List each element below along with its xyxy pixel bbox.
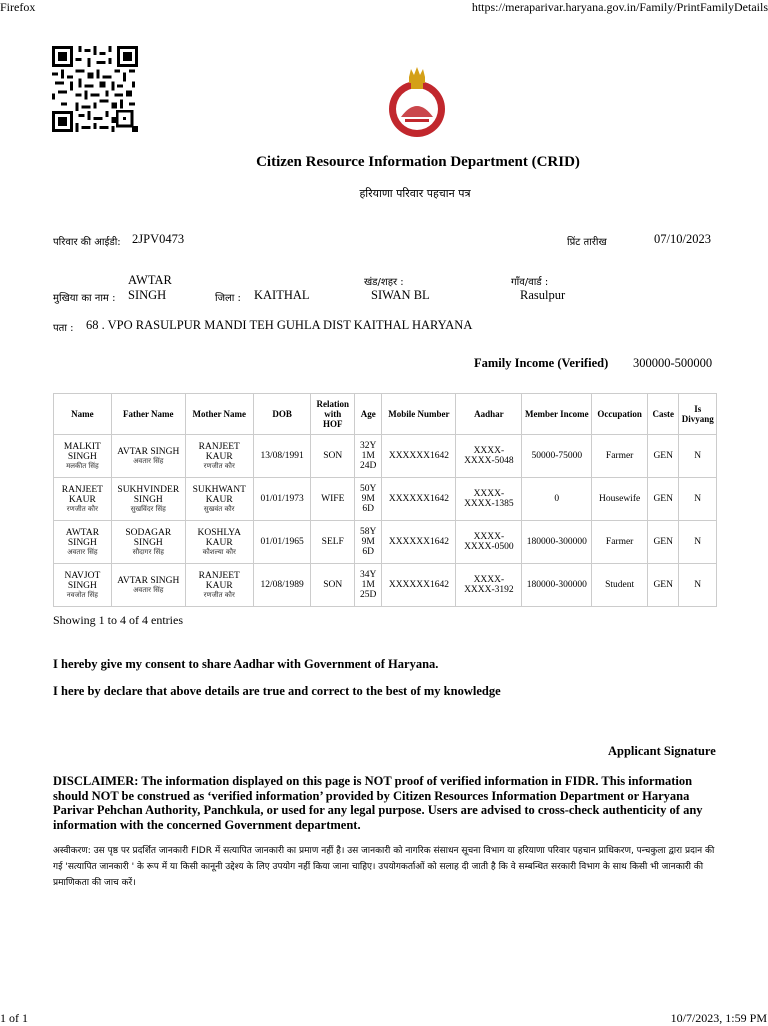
cell-mobile: XXXXXX1642 [382, 478, 456, 521]
cell-income: 0 [522, 478, 592, 521]
father-en: SUKHVINDER SINGH [117, 484, 180, 505]
cell-divyang: N [679, 521, 717, 564]
cell-age: 50Y 9M 6D [355, 478, 382, 521]
name-hi: अवतार सिंह [67, 547, 98, 556]
father-hi: सौदागर सिंह [132, 547, 164, 556]
cell-mobile: XXXXXX1642 [382, 521, 456, 564]
name-hi: मलकीत सिंह [66, 461, 99, 470]
cell-occupation: Housewife [592, 478, 648, 521]
name-hi: नवजोत सिंह [66, 590, 99, 599]
father-hi: सुखविंदर सिंह [130, 504, 166, 513]
father-hi: अवतार सिंह [133, 585, 164, 594]
name-en: RANJEET KAUR [61, 484, 103, 505]
father-en: AVTAR SINGH [117, 575, 180, 586]
cell-relation: SON [311, 564, 355, 607]
mother-en: RANJEET KAUR [198, 441, 240, 462]
col-age: Age [355, 394, 382, 435]
village-value: Rasulpur [520, 288, 566, 302]
cell-aadhar: XXXX-XXXX-3192 [456, 564, 522, 607]
district-label: जिला : [215, 293, 241, 304]
mother-hi: रणजीत कौर [203, 461, 235, 470]
cell-caste: GEN [648, 435, 679, 478]
cell-income: 180000-300000 [522, 521, 592, 564]
mother-en: KOSHLYA KAUR [197, 527, 241, 548]
cell-dob: 13/08/1991 [253, 435, 311, 478]
cell-name [54, 435, 112, 478]
col-aadhar: Aadhar [456, 394, 522, 435]
cell-dob: 01/01/1973 [253, 478, 311, 521]
head-name-line1: AWTAR [128, 273, 172, 287]
mother-en: RANJEET KAUR [198, 570, 240, 591]
cell-mother [185, 564, 253, 607]
cell-caste: GEN [648, 478, 679, 521]
family-income-value: 300000-500000 [633, 356, 713, 370]
village-label: गाँव/वार्ड : [511, 277, 549, 288]
cell-aadhar: XXXX-XXXX-1385 [456, 478, 522, 521]
address-value: 68 . VPO RASULPUR MANDI TEH GUHLA DIST KAITHAL HARYANA [86, 318, 473, 332]
print-datetime: 10/7/2023, 1:59 PM [670, 1011, 767, 1025]
name-en: AWTAR SINGH [65, 527, 100, 548]
declaration-text: I here by declare that above details are true and correct to the best of my knowledge [53, 684, 501, 698]
consent-text: I hereby give my consent to share Aadhar with Government of Haryana. [53, 657, 439, 671]
cell-dob: 12/08/1989 [253, 564, 311, 607]
cell-relation: SELF [311, 521, 355, 564]
district-value: KAITHAL [254, 288, 310, 302]
cell-father [111, 521, 185, 564]
page-count: 1 of 1 [0, 1011, 28, 1025]
cell-caste: GEN [648, 521, 679, 564]
haryana-emblem-logo [385, 65, 449, 139]
cell-divyang: N [679, 435, 717, 478]
cell-mobile: XXXXXX1642 [382, 435, 456, 478]
cell-occupation: Farmer [592, 521, 648, 564]
table-row [54, 564, 717, 607]
table-row [54, 478, 717, 521]
family-id: 2JPV0473 [132, 232, 185, 246]
col-caste: Caste [648, 394, 679, 435]
cell-occupation: Farmer [592, 435, 648, 478]
cell-mother [185, 521, 253, 564]
cell-age: 34Y 1M 25D [355, 564, 382, 607]
family-id-label: परिवार की आईडी: [53, 237, 121, 248]
cell-income: 50000-75000 [522, 435, 592, 478]
name-hi: रणजीत कौर [66, 504, 98, 513]
disclaimer-hi: अस्वीकरण: उस पृष्ठ पर प्रदर्शित जानकारी FIDR में सत्यापित जानकारी का प्रमाण नहीं है। उस जानकारी को नागरिक संसाधन सूचना विभाग या हरियाणा परिवार पहचान प्राधिकरण, पन्चकुला द्वारा प्रदान की गई 'सत्यापित जानकारी ' के रूप में या किसी कानूनी उद्देश्य के लिए उपयोग नहीं किया जाना चाहिए। उपयोगकर्ताओं को सलाह दी जाती है कि वे सम्बन्धित सरकारी विभाग के साथ किसी भी जानकारी की प्रमाणिकता की जाच करें। [53, 846, 715, 888]
cell-relation: SON [311, 435, 355, 478]
cell-name [54, 478, 112, 521]
mother-hi: सुखवंत कौर [203, 504, 235, 513]
cell-father [111, 564, 185, 607]
page-subtitle: हरियाणा परिवार पहचान पत्र [359, 187, 471, 200]
father-en: SODAGAR SINGH [125, 527, 172, 548]
col-occupation: Occupation [592, 394, 648, 435]
head-name-label: मुखिया का नाम : [53, 293, 116, 304]
cell-aadhar: XXXX-XXXX-5048 [456, 435, 522, 478]
block-label: खंड/शहर : [364, 277, 404, 288]
name-en: MALKIT SINGH [63, 441, 101, 462]
cell-relation: WIFE [311, 478, 355, 521]
cell-divyang: N [679, 478, 717, 521]
table-header-row [54, 394, 717, 435]
table-row [54, 521, 717, 564]
cell-name [54, 521, 112, 564]
col-mother-name: Mother Name [185, 394, 253, 435]
cell-aadhar: XXXX-XXXX-0500 [456, 521, 522, 564]
father-en: AVTAR SINGH [117, 446, 180, 457]
page-url: https://meraparivar.haryana.gov.in/Family/PrintFamilyDetails [471, 0, 768, 14]
cell-age: 32Y 1M 24D [355, 435, 382, 478]
print-date-label: प्रिंट तारीख [567, 237, 607, 248]
col-father-name: Father Name [111, 394, 185, 435]
browser-name: Firefox [0, 0, 36, 14]
col-mobile: Mobile Number [382, 394, 456, 435]
address-label: पता : [53, 323, 74, 334]
cell-mobile: XXXXXX1642 [382, 564, 456, 607]
mother-en: SUKHWANT KAUR [192, 484, 246, 505]
father-hi: अवतार सिंह [133, 456, 164, 465]
table-row [54, 435, 717, 478]
cell-income: 180000-300000 [522, 564, 592, 607]
cell-father [111, 435, 185, 478]
col-relation: Relation with HOF [311, 394, 355, 435]
cell-divyang: N [679, 564, 717, 607]
cell-dob: 01/01/1965 [253, 521, 311, 564]
print-date: 07/10/2023 [654, 232, 711, 246]
cell-father [111, 478, 185, 521]
mother-hi: कौशल्या कौर [202, 547, 236, 556]
name-en: NAVJOT SINGH [64, 570, 101, 591]
col-member-income: Member Income [522, 394, 592, 435]
cell-caste: GEN [648, 564, 679, 607]
applicant-signature-label: Applicant Signature [608, 744, 716, 758]
col-dob: DOB [253, 394, 311, 435]
cell-name [54, 564, 112, 607]
table-entries-info: Showing 1 to 4 of 4 entries [53, 613, 183, 627]
block-value: SIWAN BL [371, 288, 430, 302]
cell-age: 58Y 9M 6D [355, 521, 382, 564]
mother-hi: रणजीत कौर [203, 590, 235, 599]
cell-mother [185, 478, 253, 521]
disclaimer-en: DISCLAIMER: The information displayed on this page is NOT proof of verified information in FIDR. This information should NOT be construed as ‘verified information’ provided by Citizen Resources Information Department or Haryana Parivar Pehchan Authority, Panchkula, or used for any legal purpose. Users are advised to cross-check authenticity of any information with the concerned Government department. [53, 774, 703, 832]
family-members-table [53, 393, 717, 607]
family-income-label: Family Income (Verified) [474, 356, 609, 370]
qr-code [52, 46, 138, 132]
head-name-line2: SINGH [128, 288, 167, 302]
cell-occupation: Student [592, 564, 648, 607]
col-name: Name [54, 394, 112, 435]
cell-mother [185, 435, 253, 478]
col-divyang: Is Divyang [679, 394, 717, 435]
page-title: Citizen Resource Information Department (CRID) [256, 154, 580, 170]
